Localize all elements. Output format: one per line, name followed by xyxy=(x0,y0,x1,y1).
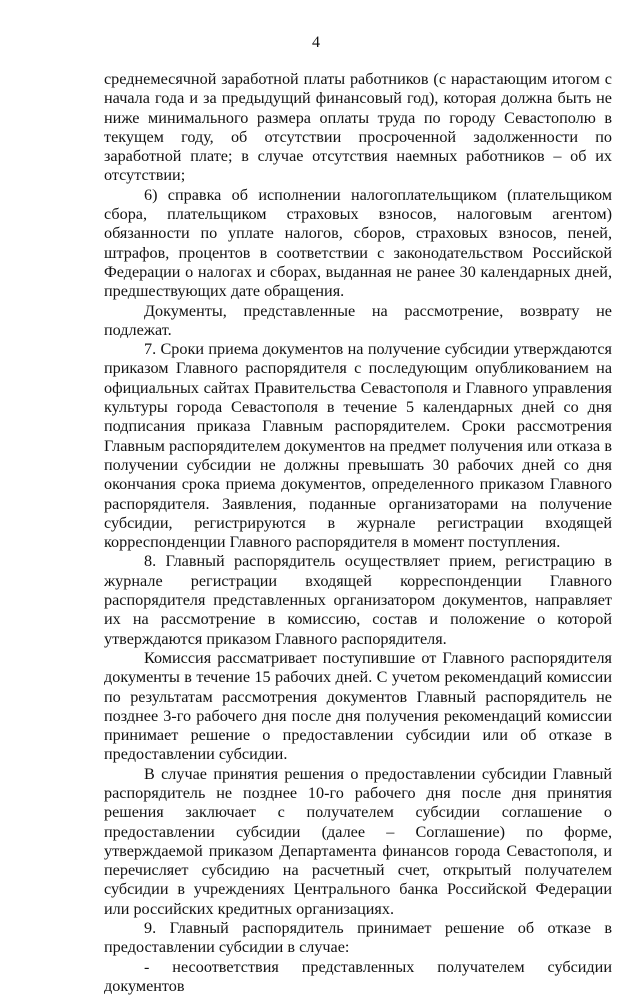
paragraph-item-6: 6) справка об исполнении налогоплательщиком (плательщиком сбора, плательщиком страховых взносов, налоговым агентом) обязанности по уплате налогов, сборов, страховых взносов, пеней, штрафов, процентов в соответствии с законодательством Российской Федерации о налогах и сборах, выданная не ранее 30 календарных дней, предшествующих дате обращения. xyxy=(104,185,612,301)
page-number: 4 xyxy=(312,34,320,51)
paragraph-commission: Комиссия рассматривает поступившие от Главного распорядителя документы в течение 15 рабочих дней. С учетом рекомендаций комиссии по результатам рассмотрения документов Главный распорядитель не позднее 3-го рабочего дня после дня получения рекомендаций комиссии принимает решение о предоставлении субсидии или об отказе в предоставлении субсидии. xyxy=(104,648,612,764)
paragraph-continuation: среднемесячной заработной платы работников (с нарастающим итогом с начала года и за предыдущий финансовый год), которая должна быть не ниже минимального размера оплаты труда по городу Севастополю в текущем году, об отсутствии просроченной задолженности по заработной плате; в случае отсутствия наемных работников – об их отсутствии; xyxy=(104,70,612,185)
document-body xyxy=(104,70,612,996)
paragraph-documents-not-returned: Документы, представленные на рассмотрение, возврату не подлежат. xyxy=(104,301,612,339)
paragraph-section-7: 7. Сроки приема документов на получение субсидии утверждаются приказом Главного распорядителя с последующим опубликованием на официальных сайтах Правительства Севастополя и Главного управления культуры города Севастополя в течение 5 календарных дней со дня подписания приказа Главным распорядителем. Сроки рассмотрения Главным распорядителем документов на предмет получения или отказа в получении субсидии не должны превышать 30 рабочих дней со дня окончания срока приема документов, определенного приказом Главного распорядителя. Заявления, поданные организаторами на получение субсидии, регистрируются в журнале регистрации входящей корреспонденции Главного распорядителя в момент поступления. xyxy=(104,340,612,552)
paragraph-section-9: 9. Главный распорядитель принимает решение об отказе в предоставлении субсидии в случае: xyxy=(104,919,612,957)
paragraph-agreement: В случае принятия решения о предоставлении субсидии Главный распорядитель не позднее 10-го рабочего дня после дня принятия решения заключает с получателем субсидии соглашение о предоставлении субсидии (далее – Соглашение) по форме, утверждаемой приказом Департамента финансов города Севастополя, и перечисляет субсидию на расчетный счет, открытый получателем субсидии в учреждениях Центрального банка Российской Федерации или российских кредитных организациях. xyxy=(104,764,612,918)
paragraph-list-item: - несоответствия представленных получателем субсидии документов xyxy=(104,957,612,995)
paragraph-section-8: 8. Главный распорядитель осуществляет прием, регистрацию в журнале регистрации входящей корреспонденции Главного распорядителя представленных организатором документов, направляет их на рассмотрение в комиссию, состав и положение о которой утверждаются приказом Главного распорядителя. xyxy=(104,552,612,648)
